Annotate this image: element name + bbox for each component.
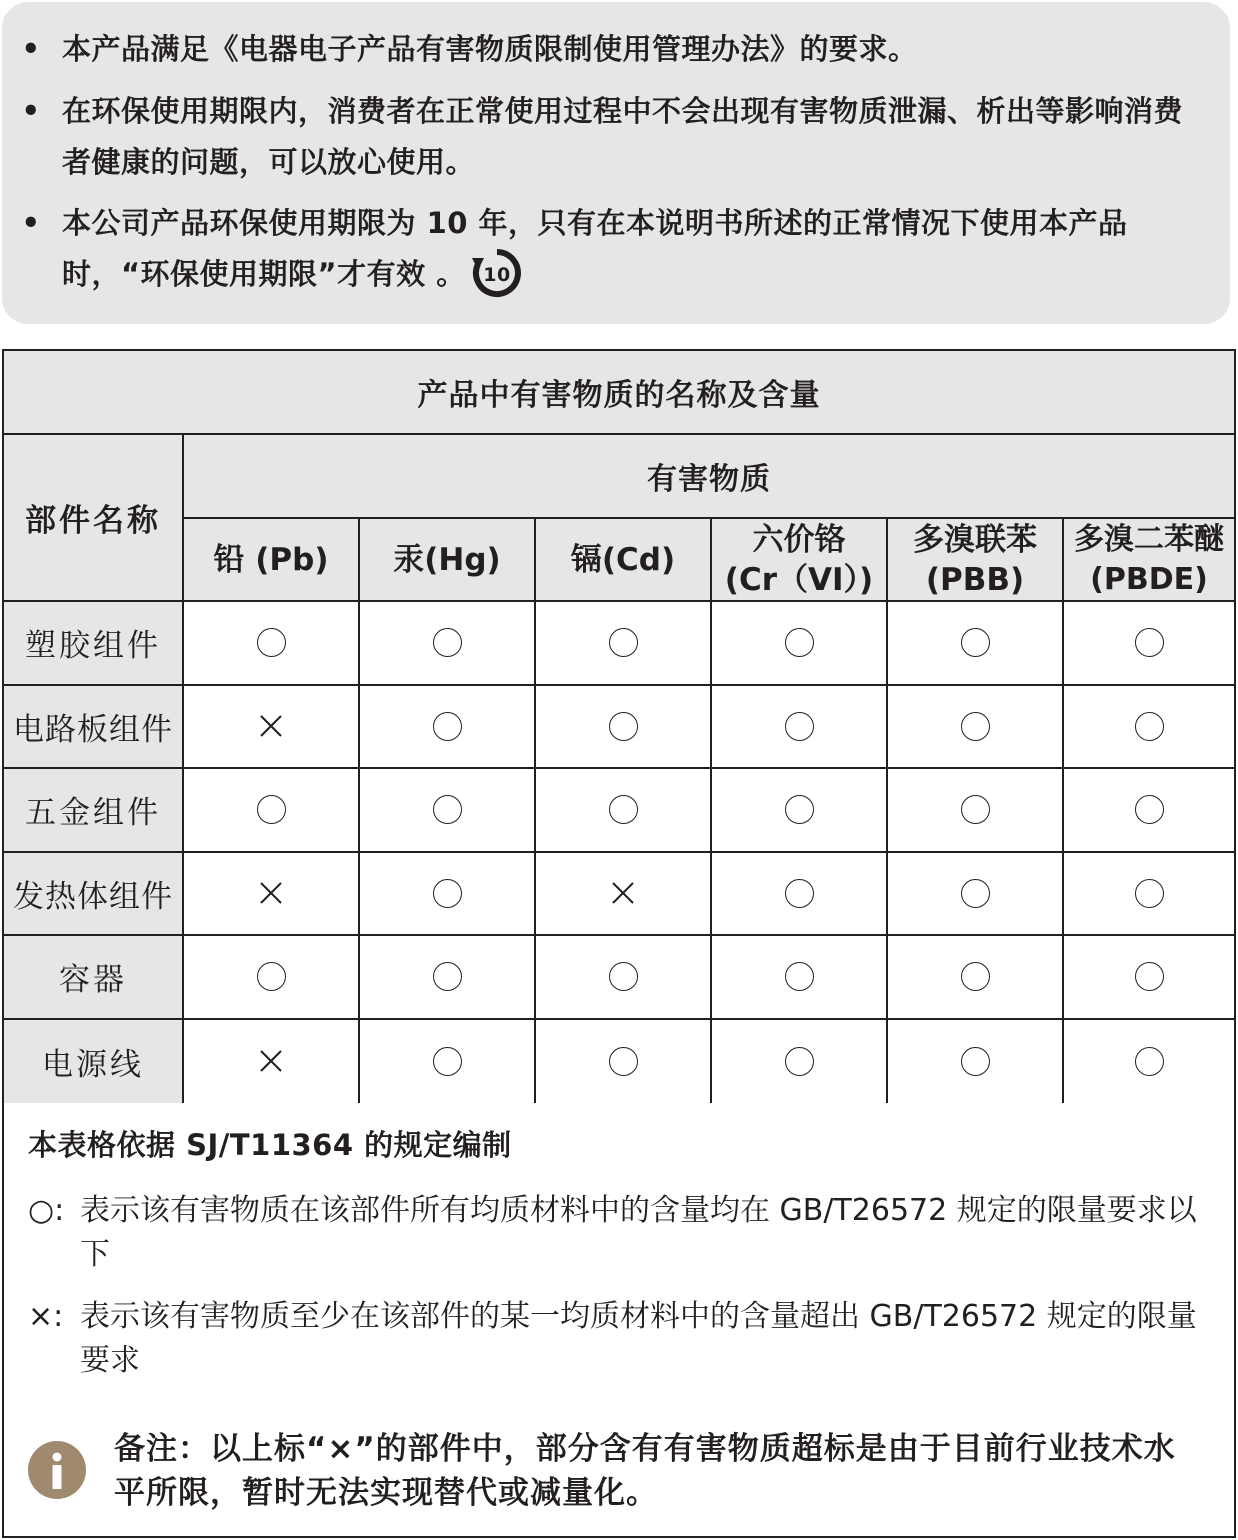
compliant-circle-mark — [257, 962, 286, 991]
compliant-circle-mark — [1135, 712, 1164, 741]
substance-content-cell — [888, 1020, 1064, 1104]
substance-content-cell — [184, 853, 360, 937]
compliant-circle-mark — [433, 628, 462, 657]
substance-content-cell — [360, 602, 536, 686]
notice-item — [16, 24, 1206, 75]
substance-content-cell — [360, 769, 536, 853]
exceeds-cross-mark — [258, 713, 284, 739]
substance-content-cell — [712, 686, 888, 770]
substance-header-pbde — [1064, 519, 1234, 602]
part-name-cell: 塑胶组件 — [4, 602, 184, 686]
compliant-circle-mark — [433, 962, 462, 991]
substance-content-cell — [888, 936, 1064, 1020]
substance-header-cd — [536, 519, 712, 602]
substance-label: 多溴联苯 (PBB) — [913, 521, 1037, 598]
substance-header-pb — [184, 519, 360, 602]
substance-content-cell — [712, 853, 888, 937]
substance-content-cell — [1064, 1020, 1234, 1104]
part-name-cell: 电源线 — [4, 1020, 184, 1104]
substance-label: 镉(Cd) — [570, 541, 676, 578]
compliant-circle-mark — [785, 712, 814, 741]
substance-content-cell — [536, 769, 712, 853]
substance-label: 六价铬 (Cr（VI）) — [724, 521, 874, 598]
exceeds-cross-mark — [610, 880, 636, 906]
cross-legend-symbol: ×: — [28, 1299, 64, 1334]
compliant-circle-mark — [257, 628, 286, 657]
compliant-circle-mark — [609, 628, 638, 657]
substance-content-cell — [184, 1020, 360, 1104]
cross-legend — [28, 1295, 1208, 1383]
epup-10-icon — [470, 248, 524, 298]
exceeds-cross-mark — [258, 880, 284, 906]
substance-header-hg — [360, 519, 536, 602]
notice-item — [16, 86, 1206, 188]
exceeds-cross-mark — [258, 1048, 284, 1074]
compliant-circle-mark — [785, 879, 814, 908]
remark-note: 备注：以上标“×”的部件中，部分含有有害物质超标是由于目前行业技术水平所限，暂时无法实现替代或减量化。 — [114, 1431, 1176, 1511]
compliance-notice-box — [2, 2, 1230, 324]
compliant-circle-mark — [1135, 628, 1164, 657]
compliant-circle-mark — [433, 795, 462, 824]
compliant-circle-mark — [961, 628, 990, 657]
part-name-cell: 发热体组件 — [4, 853, 184, 937]
substance-content-cell — [184, 936, 360, 1020]
circle-legend — [28, 1189, 1208, 1277]
part-name-cell: 五金组件 — [4, 769, 184, 853]
substance-content-cell — [360, 1020, 536, 1104]
notice-item-text: 在环保使用期限内，消费者在正常使用过程中不会出现有害物质泄漏、析出等影响消费者健康的问题，可以放心使用。 — [62, 94, 1184, 179]
substance-content-cell — [184, 769, 360, 853]
table-title: 产品中有害物质的名称及含量 — [4, 351, 1234, 435]
compliant-circle-mark — [433, 712, 462, 741]
substance-content-cell — [360, 686, 536, 770]
substance-content-cell — [536, 853, 712, 937]
substance-header-cr6 — [712, 519, 888, 602]
compliant-circle-mark — [609, 962, 638, 991]
compliant-circle-mark — [609, 1047, 638, 1076]
substance-content-cell — [888, 686, 1064, 770]
substance-content-cell — [712, 602, 888, 686]
substance-content-cell — [184, 686, 360, 770]
substance-label: 多溴二苯醚 (PBDE) — [1074, 521, 1224, 597]
substance-content-cell — [712, 1020, 888, 1104]
substance-label: 铅 (Pb) — [213, 541, 329, 578]
compliant-circle-mark — [1135, 795, 1164, 824]
substance-content-cell — [1064, 936, 1234, 1020]
substance-content-cell — [536, 1020, 712, 1104]
substance-header-pbb — [888, 519, 1064, 602]
substance-content-cell — [360, 853, 536, 937]
substance-content-cell — [1064, 602, 1234, 686]
compliant-circle-mark — [961, 795, 990, 824]
compliant-circle-mark — [961, 962, 990, 991]
compliant-circle-mark — [1135, 1047, 1164, 1076]
compliant-circle-mark — [961, 879, 990, 908]
notice-item-text — [62, 198, 1206, 301]
standard-basis-note: 本表格依据 SJ/T11364 的规定编制 — [28, 1128, 512, 1162]
compliant-circle-mark — [257, 795, 286, 824]
circle-legend-symbol: ○: — [28, 1193, 65, 1228]
compliant-circle-mark — [785, 962, 814, 991]
part-name-header: 部件名称 — [4, 435, 184, 602]
compliant-circle-mark — [609, 712, 638, 741]
notice-item-text-content: 本公司产品环保使用期限为 10 年，只有在本说明书所述的正常情况下使用本产品时，“环保使用期限”才有效 。 — [62, 206, 1128, 291]
compliant-circle-mark — [609, 795, 638, 824]
bullet-dot: • — [21, 32, 41, 66]
compliant-circle-mark — [433, 1047, 462, 1076]
compliant-circle-mark — [961, 1047, 990, 1076]
substance-content-cell — [888, 602, 1064, 686]
compliant-circle-mark — [785, 628, 814, 657]
substance-content-cell — [1064, 853, 1234, 937]
substance-content-cell — [360, 936, 536, 1020]
part-name-cell: 容器 — [4, 936, 184, 1020]
info-icon — [28, 1441, 86, 1499]
part-name-cell: 电路板组件 — [4, 686, 184, 770]
substance-content-cell — [536, 686, 712, 770]
substance-content-cell — [1064, 769, 1234, 853]
compliant-circle-mark — [785, 1047, 814, 1076]
epup-number: 10 — [482, 264, 511, 286]
substance-content-cell — [712, 936, 888, 1020]
compliant-circle-mark — [433, 879, 462, 908]
compliant-circle-mark — [961, 712, 990, 741]
substance-content-cell — [888, 853, 1064, 937]
compliant-circle-mark — [785, 795, 814, 824]
notice-item — [16, 198, 1206, 301]
notice-item-text: 本产品满足《电器电子产品有害物质限制使用管理办法》的要求。 — [62, 32, 918, 66]
substance-content-cell — [712, 769, 888, 853]
circle-legend-text: 表示该有害物质在该部件所有均质材料中的含量均在 GB/T26572 规定的限量要求以下 — [80, 1193, 1197, 1272]
substance-content-cell — [536, 936, 712, 1020]
substance-content-cell — [536, 602, 712, 686]
substance-content-cell — [184, 602, 360, 686]
bullet-dot: • — [21, 94, 41, 128]
compliant-circle-mark — [1135, 962, 1164, 991]
substance-content-cell — [1064, 686, 1234, 770]
cross-legend-text: 表示该有害物质至少在该部件的某一均质材料中的含量超出 GB/T26572 规定的限量要求 — [80, 1299, 1197, 1378]
substance-label: 汞(Hg) — [393, 541, 501, 578]
substance-content-cell — [888, 769, 1064, 853]
bullet-dot: • — [21, 206, 41, 240]
substance-group-header: 有害物质 — [184, 435, 1234, 519]
compliant-circle-mark — [1135, 879, 1164, 908]
